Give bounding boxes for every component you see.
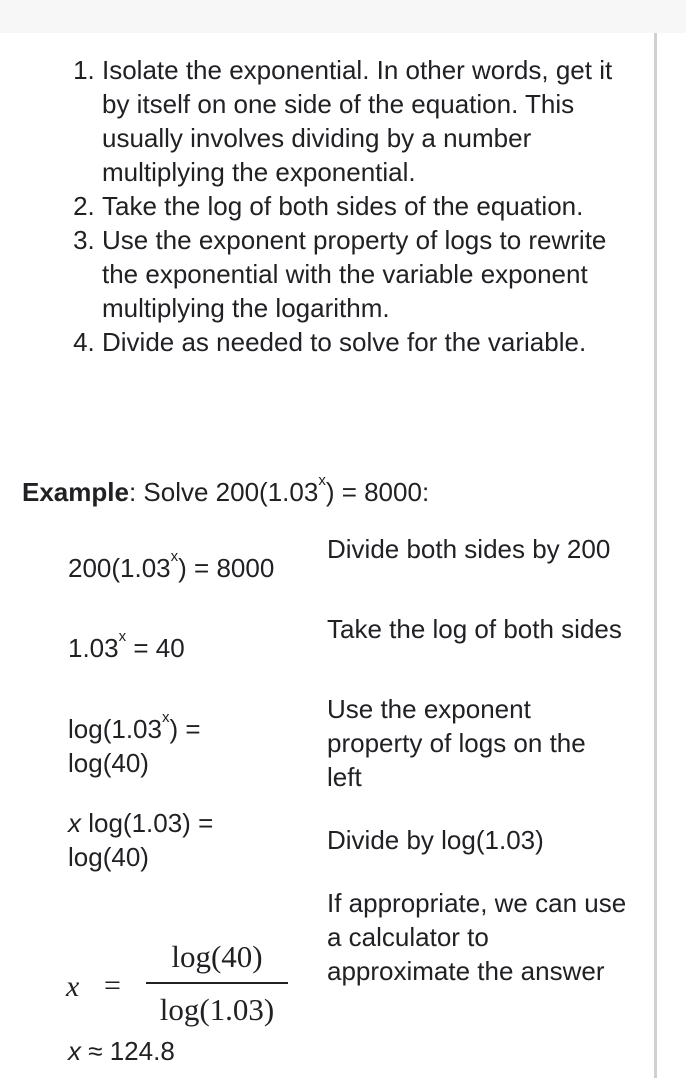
fraction-denominator: log(1.03) (159, 992, 275, 1027)
final-answer: x ≈ 124.8 (68, 1036, 175, 1066)
math-variable: x (66, 970, 80, 1003)
example-label: Example (22, 477, 129, 507)
example-prompt: : Solve 200(1.03 (128, 477, 319, 507)
step-item: 2. Take the log of both sides of the equation. (102, 189, 622, 223)
explanation-step-2: Take the log of both sides (327, 614, 622, 644)
fraction-numerator: log(40) (171, 939, 263, 974)
explanation-step-5: If appropriate, we can use a calculator to approximate the answer (327, 888, 627, 986)
step-item: 4. Divide as needed to solve for the variable. (102, 325, 622, 359)
scrollbar[interactable] (654, 33, 686, 1078)
equation-step-3: $\log(1.03^x) = \log(40)$ (68, 709, 201, 778)
example-prompt-end: ) = 8000: (325, 477, 430, 507)
example-heading (22, 472, 430, 509)
steps-list (0, 53, 622, 359)
equation-step-4: x log(1.03) = log(40) (68, 808, 214, 872)
top-bar (0, 0, 686, 33)
explanation-step-3: Use the exponent property of logs on the left (327, 694, 586, 792)
fraction-bar (146, 982, 288, 984)
step-item: 3. Use the exponent property of logs to rewrite the exponential with the variable exponent multiplying the logarithm. (102, 223, 622, 325)
equation-step-1: $200(1.03^x) = 8000$ (68, 548, 275, 583)
explanation-step-1: Divide both sides by 200 (327, 534, 611, 564)
explanation-step-4: Divide by log(1.03) (327, 825, 544, 855)
exponent: x (318, 472, 326, 489)
equation-step-2: $1.03^x = 40$ (68, 628, 185, 663)
math-equals: = (104, 969, 121, 1002)
step-item: 1. Isolate the exponential. In other words, get it by itself on one side of the equation. This usually involves dividing by a number multiplying the exponential. (102, 53, 622, 189)
article-content (0, 33, 654, 1078)
fraction (144, 935, 290, 1033)
